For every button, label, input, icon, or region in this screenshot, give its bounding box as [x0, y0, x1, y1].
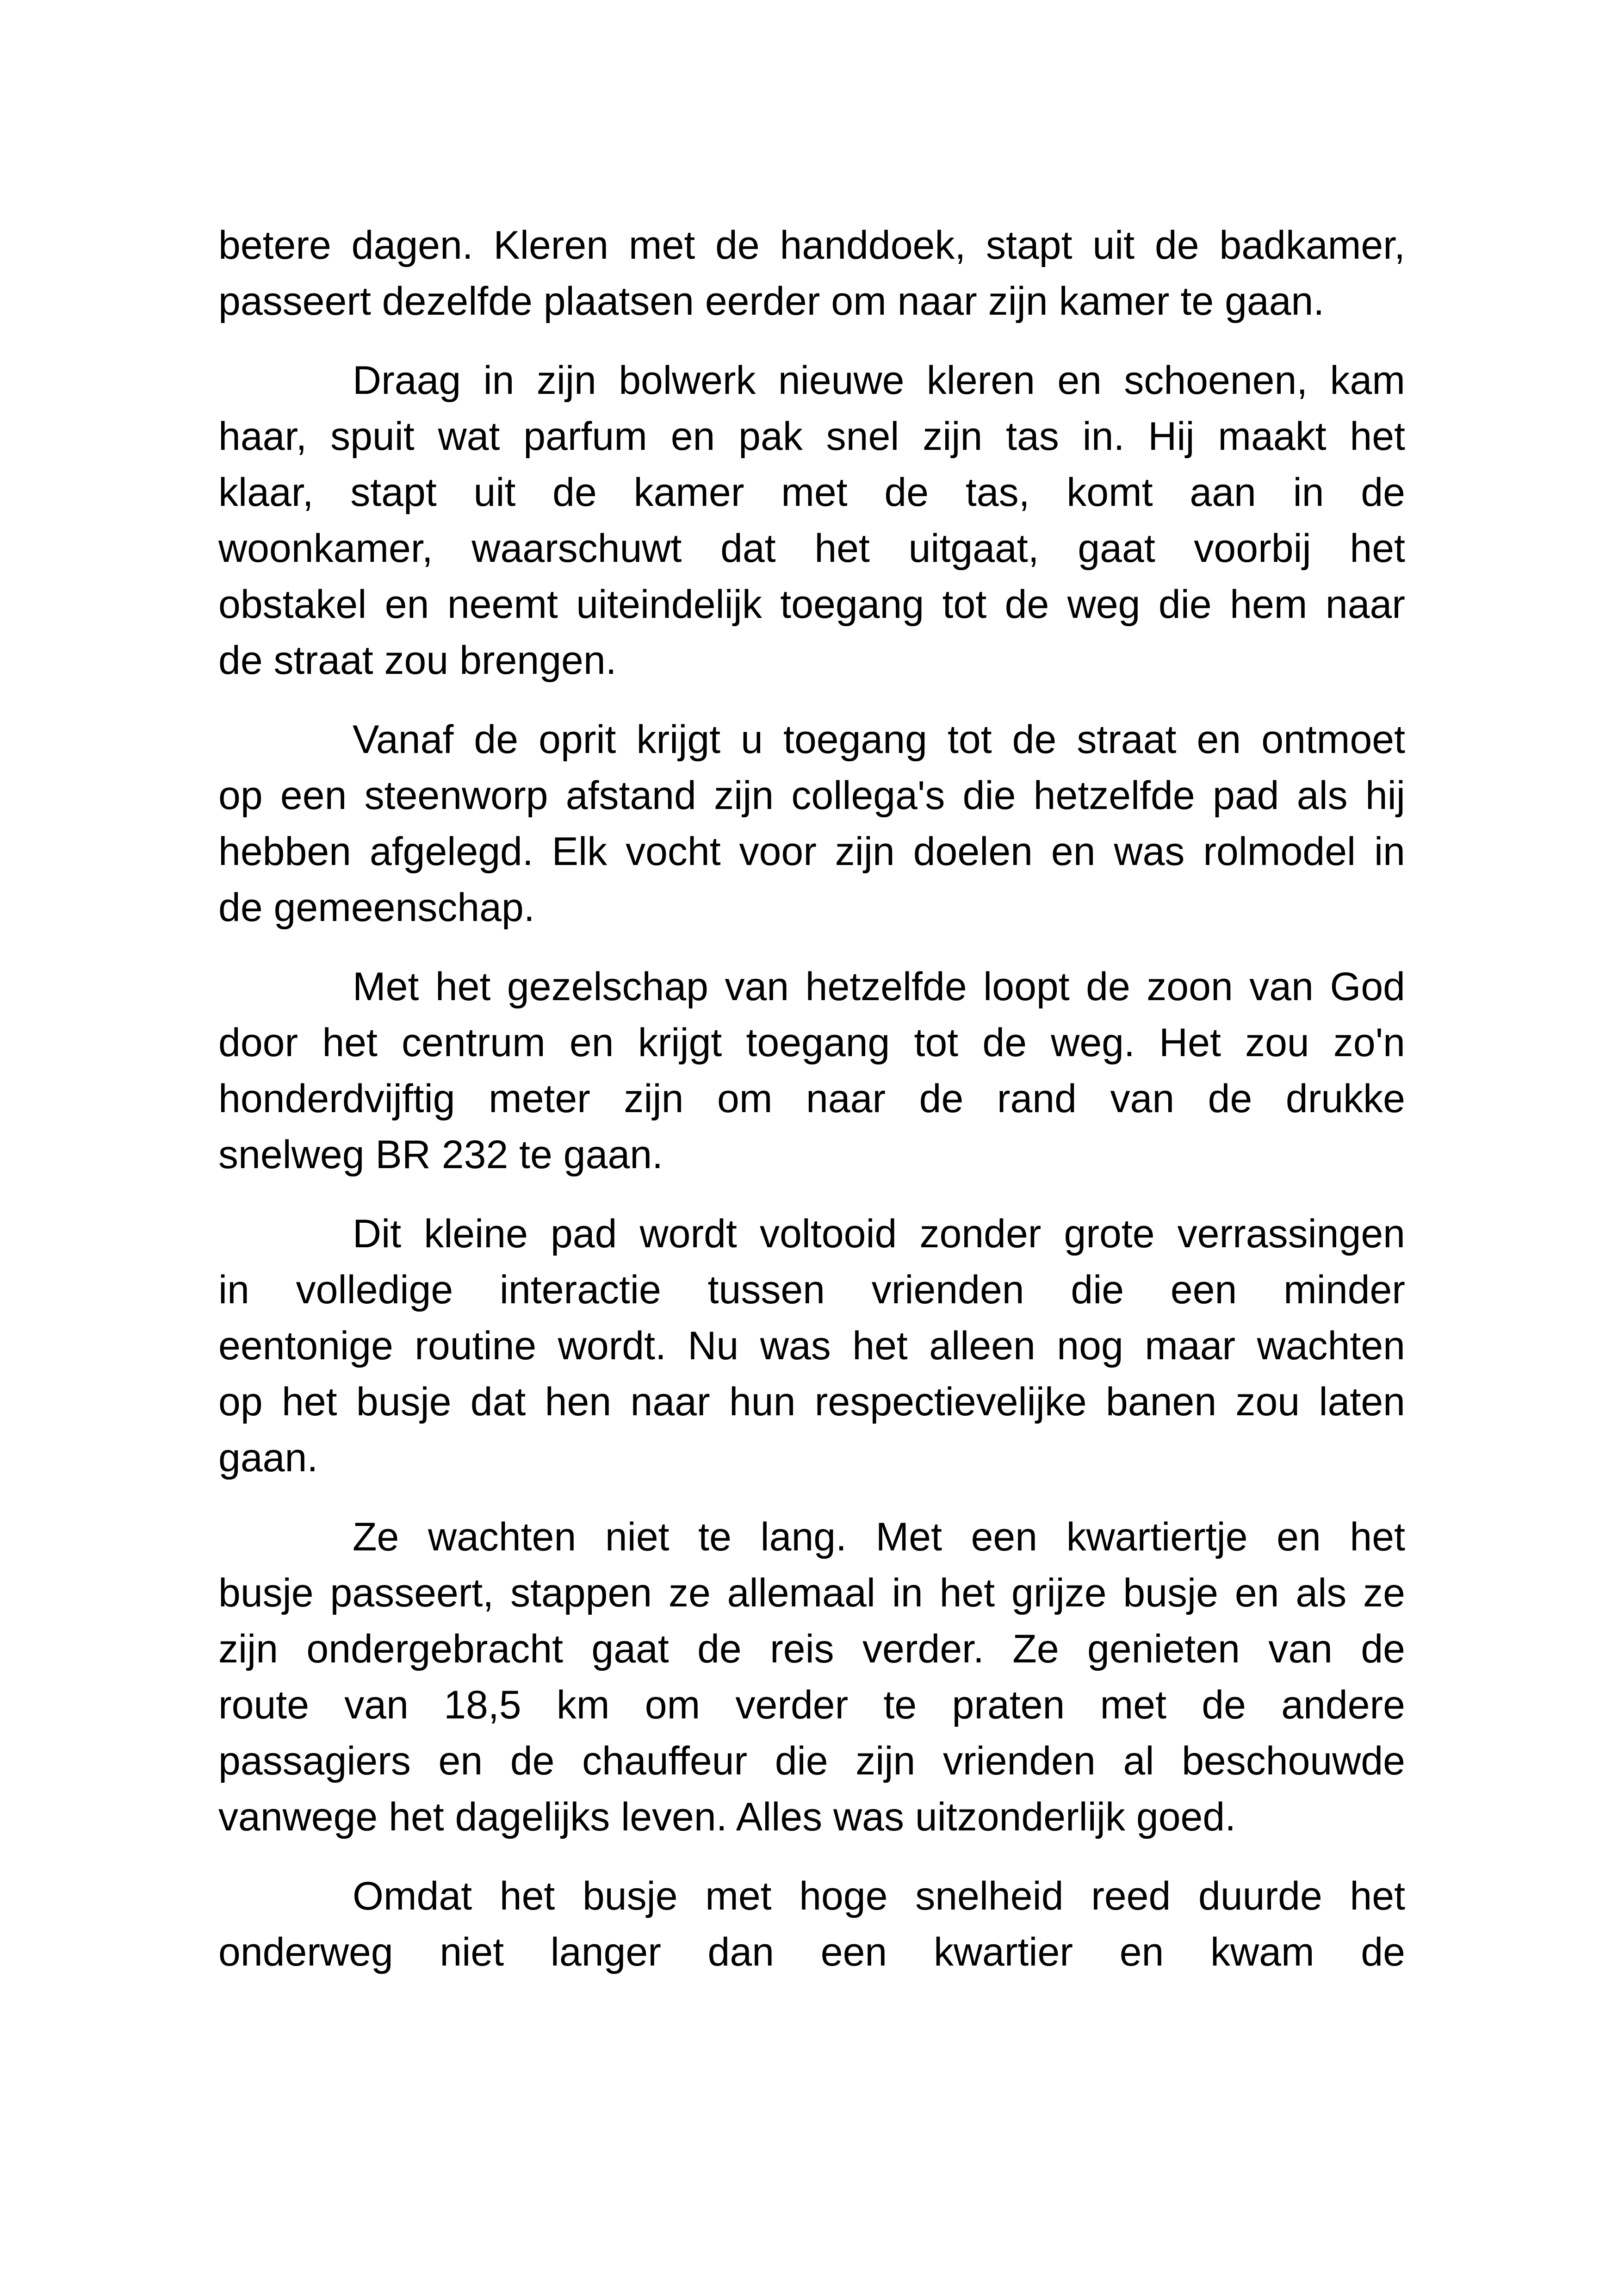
paragraph-6 — [218, 1509, 1405, 1845]
text-line: busje passeert, stappen ze allemaal in het grijze busje en als ze — [218, 1571, 1405, 1615]
text-line: door het centrum en krijgt toegang tot de weg. Het zou zo'n — [218, 1020, 1405, 1065]
body-text — [218, 218, 1405, 2004]
text-line: woonkamer, waarschuwt dat het uitgaat, gaat voorbij het — [218, 526, 1405, 571]
text-line: de gemeenschap. — [218, 885, 535, 930]
text-line: obstakel en neemt uiteindelijk toegang tot de weg die hem naar — [218, 582, 1405, 627]
text-line: klaar, stapt uit de kamer met de tas, komt aan in de — [218, 470, 1405, 515]
paragraph-1 — [218, 218, 1405, 330]
text-line: honderdvijftig meter zijn om naar de rand van de drukke — [218, 1076, 1405, 1121]
text-line: de straat zou brengen. — [218, 638, 617, 683]
text-line: Dit kleine pad wordt voltooid zonder grote verrassingen — [353, 1212, 1405, 1256]
text-line: Omdat het busje met hoge snelheid reed duurde het — [353, 1874, 1405, 1918]
text-line: eentonige routine wordt. Nu was het alleen nog maar wachten — [218, 1324, 1405, 1368]
paragraph-7 — [218, 1868, 1405, 1980]
paragraph-4 — [218, 959, 1405, 1183]
text-line: zijn ondergebracht gaat de reis verder. Ze genieten van de — [218, 1627, 1405, 1671]
text-line: passagiers en de chauffeur die zijn vrienden al beschouwde — [218, 1739, 1405, 1783]
text-line: hebben afgelegd. Elk vocht voor zijn doelen en was rolmodel in — [218, 829, 1405, 874]
text-line: route van 18,5 km om verder te praten met de andere — [218, 1683, 1405, 1727]
text-line: onderweg niet langer dan een kwartier en kwam de — [218, 1930, 1405, 1974]
paragraph-3 — [218, 712, 1405, 936]
paragraph-5 — [218, 1206, 1405, 1486]
text-line: betere dagen. Kleren met de handdoek, stapt uit de badkamer, — [218, 223, 1405, 268]
text-line: vanwege het dagelijks leven. Alles was uitzonderlijk goed. — [218, 1795, 1236, 1839]
text-line: snelweg BR 232 te gaan. — [218, 1132, 663, 1177]
text-line: gaan. — [218, 1436, 318, 1480]
text-line: Met het gezelschap van hetzelfde loopt de zoon van God — [353, 964, 1405, 1009]
text-line: Vanaf de oprit krijgt u toegang tot de straat en ontmoet — [353, 717, 1405, 762]
text-line: haar, spuit wat parfum en pak snel zijn tas in. Hij maakt het — [218, 414, 1405, 459]
text-line: op het busje dat hen naar hun respectievelijke banen zou laten — [218, 1380, 1405, 1424]
text-line: Draag in zijn bolwerk nieuwe kleren en schoenen, kam — [353, 358, 1405, 403]
text-line: op een steenworp afstand zijn collega's die hetzelfde pad als hij — [218, 773, 1405, 818]
text-line: passeert dezelfde plaatsen eerder om naar zijn kamer te gaan. — [218, 279, 1325, 324]
text-line: in volledige interactie tussen vrienden die een minder — [218, 1268, 1405, 1312]
paragraph-2 — [218, 353, 1405, 689]
text-line: Ze wachten niet te lang. Met een kwartiertje en het — [353, 1515, 1405, 1559]
